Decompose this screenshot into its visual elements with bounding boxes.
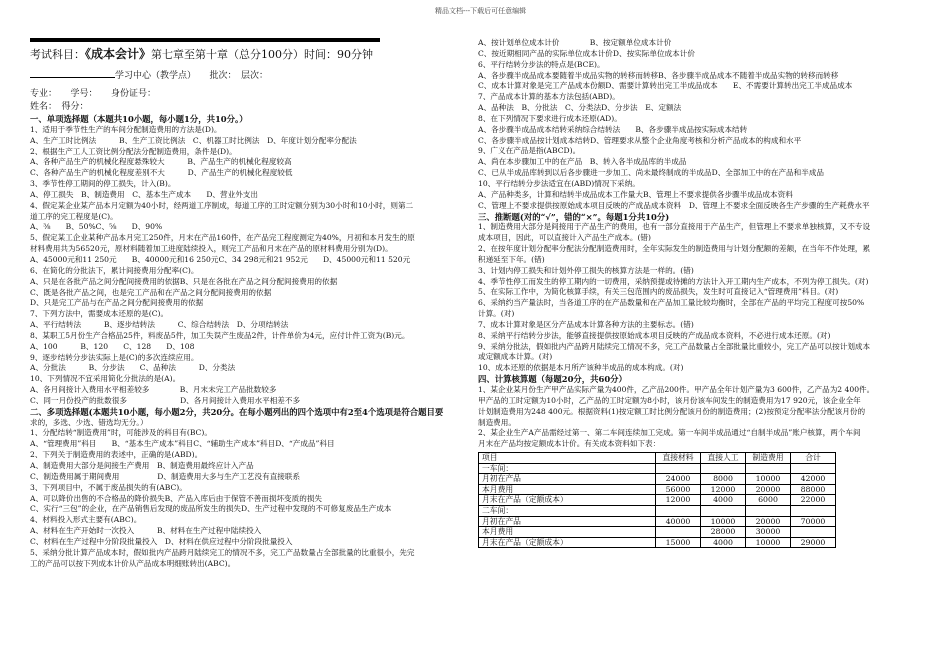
question-line: 甲产品的工时定额为10小时，乙产品的工时定额为8小时，该月份该车间发生的制造费用为17 920元，该企业全年 — [478, 395, 861, 405]
table-cell — [746, 463, 791, 474]
question-line: A、只是在各批产品之间分配间接费用的依据B、只是在各批在产品之间分配间接费用的依据 — [30, 276, 338, 286]
table-cell — [791, 527, 836, 538]
left-questions — [30, 114, 442, 569]
table-cell: 24000 — [656, 474, 701, 485]
table-cell: 8000 — [701, 474, 746, 485]
left-column — [30, 38, 442, 569]
question-line: A、45000元和11 250元 B、40000元和16 250元C、34 298元和21 952元 D、45000元和11 520元 — [30, 254, 411, 264]
question-line: 或定额成本计算。(对) — [478, 352, 553, 362]
question-line: A、各步骤半成品成本结转采纳综合结转法 B、各步骤半成品按实际成本结转 — [478, 124, 748, 134]
question-line: 5、采纳分批计算产品成本时，假如批内产品跨月陆续完工的情况不多，完工产品数量占全部批量的比重很小，先完 — [30, 547, 415, 557]
question-line: A、制造费用大部分是间接生产费用 B、制造费用最终应计入产品 — [30, 461, 254, 470]
question-line: 工的产品可以按下列成本计价从产品成本明细账转出(ABC)。 — [30, 558, 236, 568]
table-cell — [656, 527, 701, 538]
title-prefix: 考试科目： — [30, 48, 85, 61]
question-line: 4、材料投入形式主要有(ABC)。 — [30, 515, 142, 525]
question-line: C、各种产品生产的机械化程度差别不大 D、产品生产的机械化程度较低 — [30, 168, 293, 178]
question-line: C、既是各批产品之间，也是完工产品和在产品之间分配间接费用的依据 — [30, 287, 272, 297]
table-row — [479, 516, 836, 527]
table-cell: 20000 — [746, 484, 791, 495]
table-cell: 42000 — [791, 474, 836, 485]
question-line: 道工序的完工程度是(C)。 — [30, 211, 118, 221]
question-line: 2、在按年度计划分配率分配法分配制造费用时，全年实际发生的制造费用与计划分配额的差额，在当年不作处理，累 — [478, 244, 871, 254]
center-line — [30, 68, 442, 83]
table-cell: 10000 — [746, 537, 791, 548]
table-row — [479, 527, 836, 538]
question-line: C、同一月份投产的批数很多 D、各月间接计入费用水平相差不多 — [30, 395, 301, 405]
question-line: A、100 B、120 C、128 D、108 — [30, 341, 195, 351]
question-line: 4、假定某企业某产品本月定额为40小时，经两道工序制成，每道工序的工时定额分别为30小时和10小时，则第二 — [30, 200, 414, 210]
right-questions — [478, 38, 930, 450]
table-cell — [791, 463, 836, 474]
name-line: 姓名： 得分： — [30, 102, 89, 112]
question-line: C、已从半成品库转到以后各步骤进一步加工、尚未最终制成的半成品D、全部加工中的在产品和半成品 — [478, 168, 825, 178]
question-line: A、分批法 B、分步法 C、品种法 D、分类法 — [30, 363, 236, 373]
table-header-row — [479, 453, 836, 464]
question-line: 2、根据生产工人工资比例分配法分配制造费用，条件是(D)。 — [30, 146, 237, 156]
question-line: A、产品种类多，计算和结转半成品成本工作量大B、管理上不要求提供各步骤半成品成本资料 — [478, 189, 793, 199]
question-line: A、停工损失 B、制造费用 C、基本生产成本 D、营业外支出 — [30, 189, 258, 199]
question-line: A、各步骤半成品成本要随着半成品实物的转移而转移B、各步骤半成品成本不随着半成品实物的转移而转移 — [478, 70, 839, 80]
question-line: A、品种法 B、分批法 C、分类法D、分步法 E、定额法 — [478, 103, 682, 113]
table-row — [479, 506, 836, 517]
question-line: 9、广义在产品是指(ABCD)。 — [478, 146, 581, 156]
table-row — [479, 537, 836, 548]
table-header-cell: 合计 — [791, 453, 836, 464]
section-heading: 四、计算核算题（每题20分，共60分） — [478, 374, 627, 385]
table-cell: 20000 — [746, 516, 791, 527]
question-line: A、各月间接计入费用水平相差较多 B、月末未完工产品批数较多 — [30, 385, 277, 395]
table-cell: 28000 — [701, 527, 746, 538]
id-line: 专业： 学号： 身份证号： — [30, 89, 157, 99]
section-heading: 三、推断题(对的“√”，错的“×”。每题1分共10分) — [478, 211, 670, 222]
question-line: 1、制造费用大部分是间接用于产品生产的费用，也有一部分直接用于产品生产，但管理上不要求单独核算，又不专设 — [478, 222, 871, 232]
table-header-cell: 项目 — [479, 453, 656, 464]
question-line: 5、在实际工作中，为简化核算手续，有关三包范围内的废品损失，发生时可直接记入“管理费用”科目。(对) — [478, 287, 839, 297]
center-blank — [30, 68, 115, 78]
table-cell — [791, 506, 836, 517]
question-line: 10、平行结转分步法适宜在(ABD)情况下采纳。 — [478, 178, 640, 188]
question-line: 计算。(对) — [478, 309, 515, 319]
question-line: 3、计划内停工损失和计划外停工损失的核算方法是一样的。(错) — [478, 265, 694, 275]
question-line: 8、采纳平行结转分步法，能够直接提供按原始成本项目反映的产成品成本资料，不必进行成本还原。(对) — [478, 330, 831, 340]
question-line: 2、某企业生产A产品需经过第一、第二车间连续加工完成。第一车间半成品通过“自制半成品”账户核算，两个车间 — [478, 428, 861, 438]
table-cell: 88000 — [791, 484, 836, 495]
question-line: C、实行“三包”的企业，在产品销售后发现的废品所发生的损失D、生产过程中发现的不可修复废品生产成本 — [30, 504, 392, 514]
question-line: 3、季节性停工期间的停工损失，计入(B)。 — [30, 179, 176, 189]
right-column — [478, 38, 930, 548]
table-cell: 4000 — [701, 537, 746, 548]
question-line: C、成本计算对象是完工产品成本份额D、需要计算转出完工半成品成本 E、不需要计算转出完工半成品成本 — [478, 81, 853, 91]
question-line: A、各种产品生产的机械化程度悬殊较大 B、产品生产的机械化程度较高 — [30, 157, 292, 167]
question-line: 4、季节性停工而发生的停工期内的一切费用，采纳预提或待摊的方法计入开工期内生产成本，不列为停工损失。(对) — [478, 276, 869, 286]
table-cell: 4000 — [701, 495, 746, 506]
table-cell: 70000 — [791, 516, 836, 527]
question-line: 成本项目，因此，可以直接计入产品生产成本。(错) — [478, 233, 651, 243]
question-line: 制造费用。 — [478, 417, 516, 427]
question-line: 7、产品成本计算的基本方法包括(ABD)。 — [478, 92, 620, 102]
question-line: A、尚在本步骤加工中的在产品 B、转入各半成品库的半成品 — [478, 157, 687, 167]
table-cell: 本月费用 — [479, 527, 656, 538]
question-line: 2、下列关于制造费用的表述中，正确的是(ABD)。 — [30, 450, 203, 460]
question-line: A、可以降价出售的不合格品的降价损失B、产品入库后由于保管不善而损坏变质的损失 — [30, 493, 323, 503]
question-line: C、按近期相同产品的实际单位成本计价D、按实际单位成本计价 — [478, 48, 695, 58]
question-line: A、生产工时比例法 B、生产工资比例法 C、机器工时比例法 D、年度计划分配率分配法 — [30, 135, 357, 145]
question-line: C、材料在生产过程中分阶段批量投入 D、材料在供应过程中分阶段批量投入 — [30, 536, 293, 546]
table-cell: 6000 — [746, 495, 791, 506]
table-cell: 40000 — [656, 516, 701, 527]
table-cell: 月初在产品 — [479, 516, 656, 527]
exam-title — [30, 47, 442, 62]
question-line: 7、成本计算对象是区分产品成本计算各种方法的主要标志。(错) — [478, 319, 694, 329]
table-cell: 月末在产品（定额成本） — [479, 495, 656, 506]
question-line: A、⅜ B、50%C、⅝ D、90% — [30, 222, 163, 232]
question-line: A、“管理费用”科目 B、“基本生产成本”科目C、“辅助生产成本”科目D、“产成品”科目 — [30, 439, 335, 449]
question-line: A、材料在生产开始时一次投入 B、材料在生产过程中陆续投入 — [30, 526, 262, 536]
question-line: 9、逐步结转分步法实际上是(C)的多次连续应用。 — [30, 352, 199, 362]
question-line: 月末在产品均按定额成本计价。有关成本资料如下表： — [478, 439, 661, 449]
question-line: 8、某职工5月份生产合格品25件，料废品5件，加工失误产生废品2件，计件单价为4元，应付计件工资为(B)元。 — [30, 330, 410, 340]
table-cell: 月末在产品（定额成本） — [479, 537, 656, 548]
question-line: 3、下列项目中，不属于废品损失的有(ABC)。 — [30, 482, 187, 492]
table-cell: 29000 — [791, 537, 836, 548]
table-row — [479, 495, 836, 506]
question-line: 1、某企业某月份生产甲产品实际产量为400件，乙产品200件。甲产品全年计划产量为3 600件，乙产品为2 400件。 — [478, 385, 875, 394]
table-cell: 22000 — [791, 495, 836, 506]
table-cell: 月初在产品 — [479, 474, 656, 485]
watermark-text: 精品文档---下载后可任意编辑 — [435, 7, 527, 15]
question-line: 积递延至下年。(错) — [478, 254, 545, 264]
table-cell: 12000 — [656, 495, 701, 506]
section-heading: 二、多项选择题(本题共10小题，每小题2分，共20分。在每小题列出的四个选项中有2至4个选项是符合题目要 — [30, 406, 444, 417]
question-line: 材料费用共为56520元，原材料随着加工进度陆续投入，则完工产品和月末在产品的原材料费用分别为(D)。 — [30, 244, 393, 254]
table-row — [479, 463, 836, 474]
question-line: 计划制造费用为248 400元。根据资料(1)按定额工时比例分配该月份的制造费用；(2)按预定分配率法分配该月份的 — [478, 406, 866, 416]
table-cell: 30000 — [746, 527, 791, 538]
question-line: 8、在下列情况下要求进行成本还原(AD)。 — [478, 113, 622, 123]
table-cell: 10000 — [701, 516, 746, 527]
question-line: C、各步骤半成品按计划成本结转D、管理要求从整个企业角度考核和分析产品成本的构成和水平 — [478, 135, 802, 145]
question-line: 5、假定某工企业某种产品本月完工250件，月末在产品160件，在产品完工程度测定为40%，月初和本月发生的原 — [30, 233, 415, 243]
question-line: A、按计划单位成本计价 B、按定额单位成本计价 — [478, 38, 672, 47]
table-cell: 56000 — [656, 484, 701, 495]
question-line: 10、成本还原的依据是本月所产该种半成品的成本构成。(对) — [478, 363, 684, 373]
title-subject: 《成本会计》 — [85, 47, 152, 61]
table-row — [479, 474, 836, 485]
question-line: C、制造费用属于期间费用 D、制造费用大多与生产工艺没有直接联系 — [30, 471, 301, 481]
question-line: 6、在简化的分批法下，累计间接费用分配率(C)。 — [30, 265, 199, 275]
table-cell: 12000 — [701, 484, 746, 495]
question-line: 6、平行结转分步法的特点是(BCE)。 — [478, 59, 605, 69]
table-cell: 本月费用 — [479, 484, 656, 495]
question-line: 1、适用于季节性生产的车间分配制造费用的方法是(D)。 — [30, 124, 222, 134]
table-header-cell: 制造费用 — [746, 453, 791, 464]
question-line: C、管理上不要求提供按原始成本项目反映的产成品成本资料 D、管理上不要求全面反映各生产步骤的生产耗费水平 — [478, 200, 870, 210]
table-header-cell: 直接人工 — [701, 453, 746, 464]
table-cell: 15000 — [656, 537, 701, 548]
table-row — [479, 484, 836, 495]
question-line: 10、下列情况不宜采用简化分批法的是(A)。 — [30, 374, 181, 384]
question-line: A、平行结转法 B、逐步结转法 C、综合结转法 D、分项结转法 — [30, 320, 289, 330]
header-rule — [30, 38, 380, 42]
table-cell — [656, 463, 701, 474]
question-line: 求的，多选、少选、错选均无分。） — [30, 417, 148, 427]
table-cell — [701, 463, 746, 474]
question-line: 7、下列方法中，需要成本还原的是(C)。 — [30, 309, 169, 319]
cost-table — [478, 452, 836, 548]
table-cell: 10000 — [746, 474, 791, 485]
question-line: D、只是完工产品与在产品之间分配间接费用的依据 — [30, 298, 204, 308]
table-header-cell: 直接材料 — [656, 453, 701, 464]
table-cell — [746, 506, 791, 517]
question-line: 9、采纳分批法，假如批内产品跨月陆续完工情况不多，完工产品数量占全部批量比重较小，完工产品可以按计划成本 — [478, 341, 871, 351]
section-heading: 一、单项选择题（本题共10小题，每小题1分，共10分。） — [30, 114, 248, 124]
title-rest: 第七章至第十章（总分100分）时间：90分钟 — [151, 48, 374, 61]
table-cell — [656, 506, 701, 517]
question-line: 6、采纳约当产量法时，当各道工序的在产品数量和在产品加工量比较均衡时，全部在产品的平均完工程度可按50% — [478, 298, 865, 308]
question-line: 1、分配结转“制造费用”时，可能涉及的科目有(BC)。 — [30, 428, 212, 438]
table-cell: 一车间： — [479, 463, 656, 474]
table-cell: 二车间： — [479, 506, 656, 517]
table-cell — [701, 506, 746, 517]
center-text: 学习中心（教学点） 批次： 层次： — [115, 71, 269, 81]
